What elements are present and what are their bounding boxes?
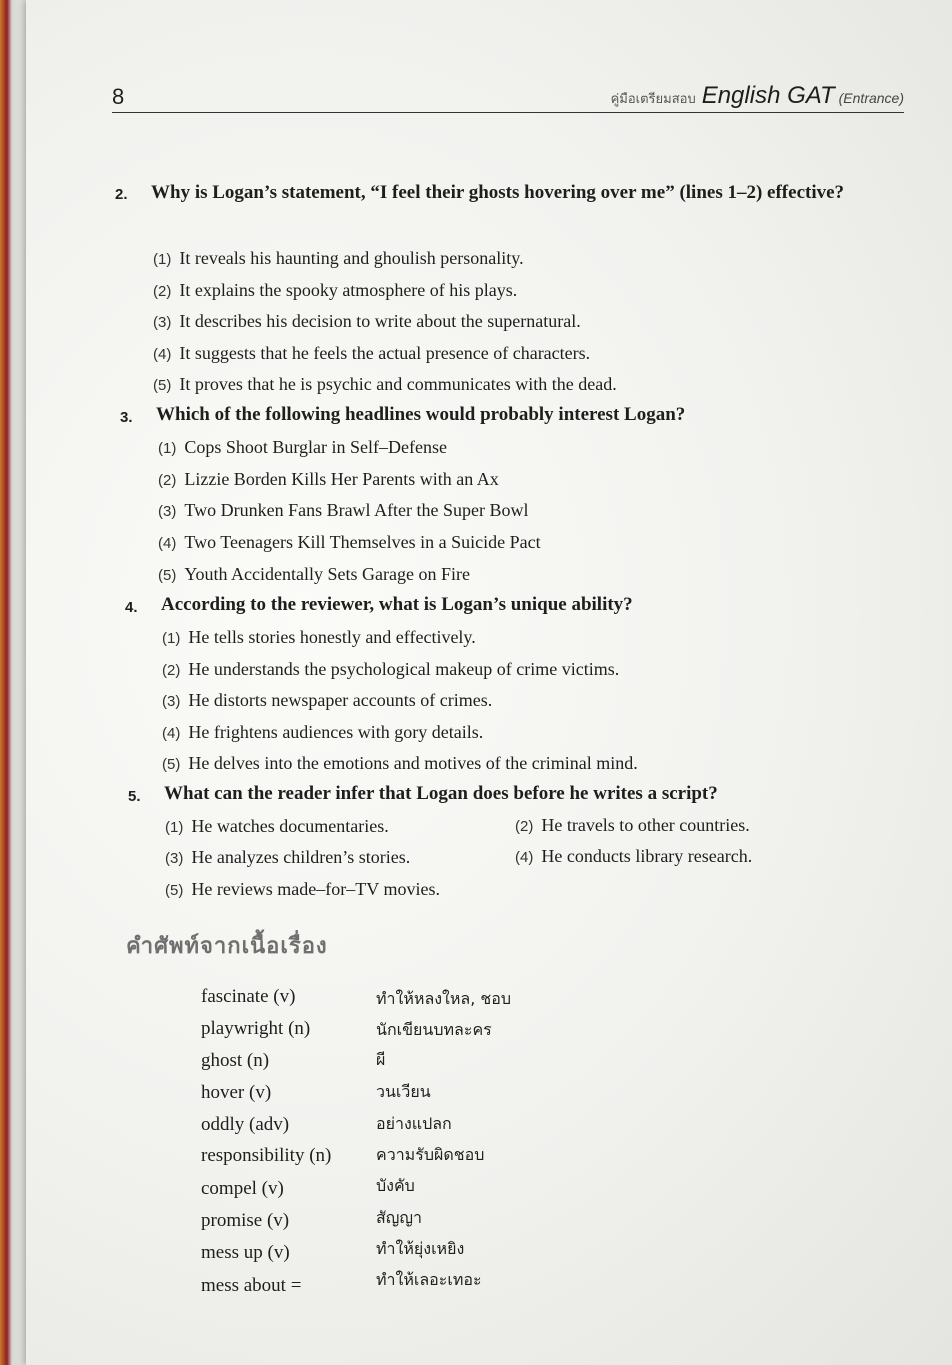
vocab-meaning: นักเขียนบทละคร [376, 1020, 492, 1039]
book-title-thai: คู่มือเตรียมสอบ [610, 91, 696, 106]
option-5-5: (5) He reviews made–for–TV movies. [165, 879, 440, 899]
option-5-4: (4) He conducts library research. [515, 846, 753, 866]
book-page [26, 0, 952, 1365]
vocab-word: compel (v) [201, 1178, 284, 1199]
question-number: 2. [115, 186, 128, 203]
question-text: Which of the following headlines would probably interest Logan? [156, 404, 686, 425]
question-number: 4. [125, 599, 138, 616]
question-text: According to the reviewer, what is Logan’s unique ability? [161, 594, 633, 615]
vocab-word: oddly (adv) [201, 1114, 290, 1135]
book-title-english: English GAT [701, 82, 835, 109]
vocab-meaning: วนเวียน [376, 1082, 431, 1101]
option-4-4: (4) He frightens audiences with gory details. [162, 722, 484, 742]
vocab-meaning: ทำให้หลงใหล, ชอบ [376, 989, 512, 1008]
page-number: 8 [112, 84, 125, 109]
option-3-4: (4) Two Teenagers Kill Themselves in a Suicide Pact [158, 532, 541, 552]
vocab-word: mess about = [201, 1275, 302, 1296]
question-text: Why is Logan’s statement, “I feel their ghosts hovering over me” (lines 1–2) effective? [151, 182, 845, 203]
option-5-2: (2) He travels to other countries. [515, 815, 750, 835]
vocab-meaning: ผี [376, 1050, 386, 1069]
book-title-subtitle: (Entrance) [838, 90, 904, 106]
option-5-1: (1) He watches documentaries. [165, 816, 389, 836]
option-2-2: (2) It explains the spooky atmosphere of his plays. [153, 280, 518, 300]
option-4-5: (5) He delves into the emotions and motives of the criminal mind. [162, 753, 638, 773]
option-4-3: (3) He distorts newspaper accounts of crimes. [162, 690, 493, 710]
vocab-word: fascinate (v) [201, 986, 296, 1007]
vocab-meaning: ความรับผิดชอบ [376, 1145, 485, 1164]
question-number: 5. [128, 788, 141, 805]
vocab-meaning: ทำให้เลอะเทอะ [376, 1270, 482, 1289]
option-3-1: (1) Cops Shoot Burglar in Self–Defense [158, 437, 447, 457]
vocab-word: playwright (n) [201, 1018, 311, 1039]
option-4-2: (2) He understands the psychological makeup of crime victims. [162, 659, 620, 679]
questions-section [26, 0, 952, 1365]
option-3-2: (2) Lizzie Borden Kills Her Parents with an Ax [158, 469, 499, 489]
option-2-4: (4) It suggests that he feels the actual presence of characters. [153, 343, 591, 363]
vocab-word: mess up (v) [201, 1242, 290, 1263]
vocab-word: hover (v) [201, 1082, 272, 1103]
vocab-meaning: อย่างแปลก [376, 1114, 452, 1133]
vocabulary-title: คำศัพท์จากเนื้อเรื่อง [126, 934, 328, 959]
vocab-word: responsibility (n) [201, 1145, 332, 1166]
question-number: 3. [120, 409, 133, 426]
vocab-word: promise (v) [201, 1210, 290, 1231]
vocab-meaning: ทำให้ยุ่งเหยิง [376, 1239, 465, 1258]
option-3-5: (5) Youth Accidentally Sets Garage on Fire [158, 564, 470, 584]
option-2-1: (1) It reveals his haunting and ghoulish personality. [153, 248, 524, 268]
option-4-1: (1) He tells stories honestly and effectively. [162, 627, 476, 647]
option-5-3: (3) He analyzes children’s stories. [165, 847, 411, 867]
vocab-word: ghost (n) [201, 1050, 270, 1071]
option-2-3: (3) It describes his decision to write about the supernatural. [153, 311, 581, 331]
vocab-meaning: บังคับ [376, 1176, 415, 1195]
option-2-5: (5) It proves that he is psychic and communicates with the dead. [153, 374, 617, 394]
vocab-meaning: สัญญา [376, 1208, 423, 1227]
option-3-3: (3) Two Drunken Fans Brawl After the Super Bowl [158, 500, 529, 520]
question-text: What can the reader infer that Logan does before he writes a script? [164, 783, 718, 804]
